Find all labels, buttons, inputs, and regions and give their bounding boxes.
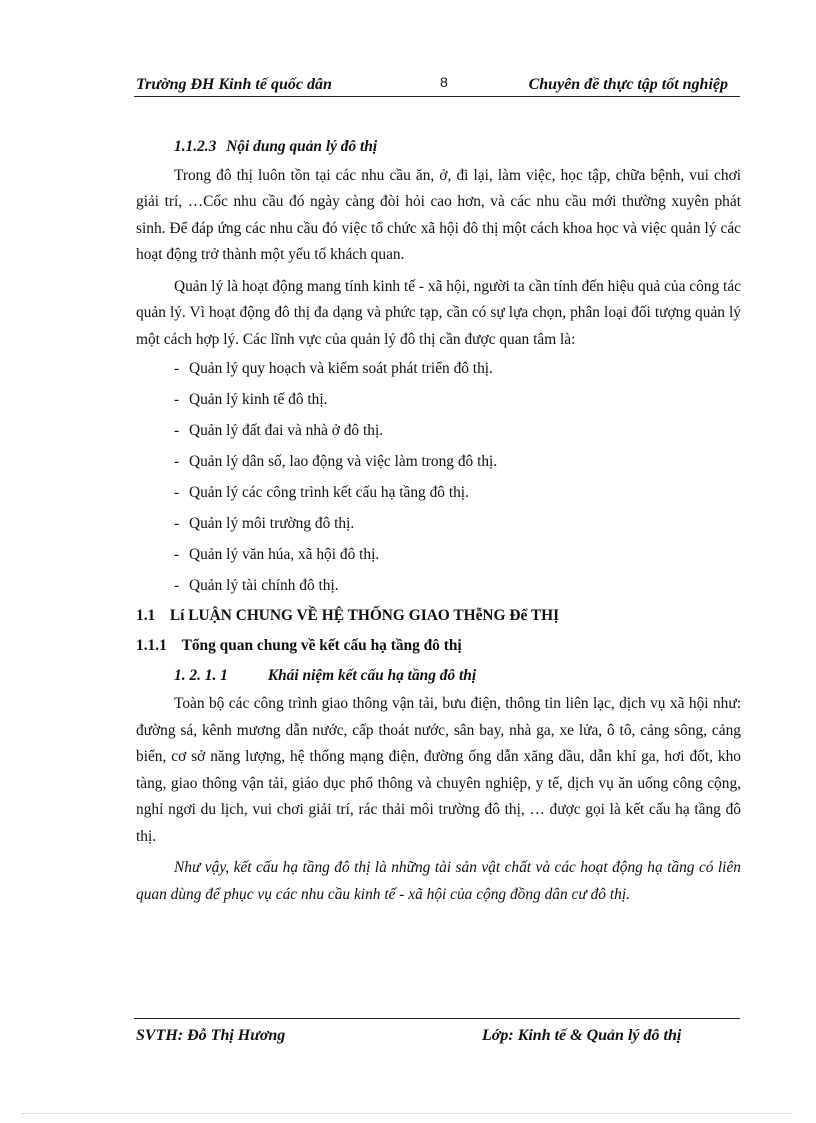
header-report-title: Chuyên đề thực tập tốt nghiệp xyxy=(528,76,728,93)
list-item: - Quản lý quy hoạch và kiểm soát phát triển đô thị. xyxy=(174,360,493,377)
page-body xyxy=(136,134,741,908)
heading-title: Lí LUẬN CHUNG VỀ HỆ THỐNG GIAO THễNG Để THỊ xyxy=(169,607,560,624)
list-item: - Quản lý môi trường đô thị. xyxy=(174,515,355,532)
page-number: 8 xyxy=(440,74,448,90)
paragraph: Toàn bộ các công trình giao thông vận tải, bưu điện, thông tin liên lạc, dịch vụ xã hội như: đường sá, kênh mương dẫn nước, cấp thoát nước, sân bay, nhà ga, xe lửa, ô tô, cảng sông, cảng biển, cơ sở năng lượng, hệ thống mạng điện, đường ống dẫn xăng dầu, dẫn khí ga, hơi đốt, kho tàng, giao thông vận tải, giáo dục phổ thông và chuyên nghiệp, y tế, dịch vụ ăn uống công cộng, nghỉ ngơi du lịch, vui chơi giải trí, rác thải môi trường đô thị, … được gọi là kết cấu hạ tầng đô thị. xyxy=(136,695,741,845)
list-item: - Quản lý đất đai và nhà ở đô thị. xyxy=(174,422,384,439)
heading-11 xyxy=(136,601,741,631)
paragraph-conclusion: Như vậy, kết cấu hạ tầng đô thị là những tài sản vật chất và các hoạt động hạ tầng có liên quan dùng để phục vụ các nhu cầu kinh tế - xã hội của cộng đồng dân cư đô thị. xyxy=(136,859,741,903)
heading-number: 1.1 xyxy=(136,607,156,624)
list-item: - Quản lý các công trình kết cấu hạ tầng đô thị. xyxy=(174,484,469,501)
paragraph: Quản lý là hoạt động mang tính kinh tế - xã hội, người ta cần tính đến hiệu quả của công tác quản lý. Vì hoạt động đô thị đa dạng và phức tạp, cần có sự lựa chọn, phân loại đối tượng quản lý một cách hợp lý. Các lĩnh vực của quản lý đô thị cần được quan tâm là: xyxy=(136,277,741,348)
heading-111 xyxy=(136,631,741,661)
heading-1123 xyxy=(136,134,741,161)
heading-number: 1.1.2.3 xyxy=(174,138,217,155)
footer-class: Lớp: Kinh tế & Quản lý đô thị xyxy=(482,1027,682,1044)
list-item: - Quản lý dân số, lao động và việc làm trong đô thị. xyxy=(174,453,498,470)
heading-title: Nội dung quản lý đô thị xyxy=(226,138,378,155)
footer-student: SVTH: Đỗ Thị Hương xyxy=(136,1027,286,1044)
heading-number: 1.1.1 xyxy=(136,637,167,654)
paragraph: Trong đô thị luôn tồn tại các nhu cầu ăn, ở, đi lại, làm việc, học tập, chữa bệnh, vui chơi giải trí, …Cốc nhu cầu đó ngày càng đòi hỏi cao hơn, và các nhu cầu mới thường xuyên phát sinh. Để đáp ứng các nhu cầu đó việc tổ chức xã hội đô thị một cách khoa học và việc quản lý các hoạt động trở thành một yếu tố khách quan. xyxy=(136,166,741,263)
list-item: - Quản lý văn húa, xã hội đô thị. xyxy=(174,546,380,563)
page-edge-divider xyxy=(22,1113,792,1114)
heading-title: Khái niệm kết cấu hạ tầng đô thị xyxy=(267,667,477,684)
page-header xyxy=(134,72,740,97)
heading-number: 1. 2. 1. 1 xyxy=(174,667,228,684)
page-footer xyxy=(134,1018,740,1044)
heading-1211 xyxy=(136,661,741,691)
list-item: - Quản lý kinh tế đô thị. xyxy=(174,391,328,408)
heading-title: Tổng quan chung về kết cấu hạ tầng đô thị xyxy=(181,637,462,654)
header-school: Trường ĐH Kinh tế quốc dân xyxy=(136,76,332,93)
management-areas-list xyxy=(136,353,741,601)
list-item: - Quản lý tài chính đô thị. xyxy=(174,577,339,594)
